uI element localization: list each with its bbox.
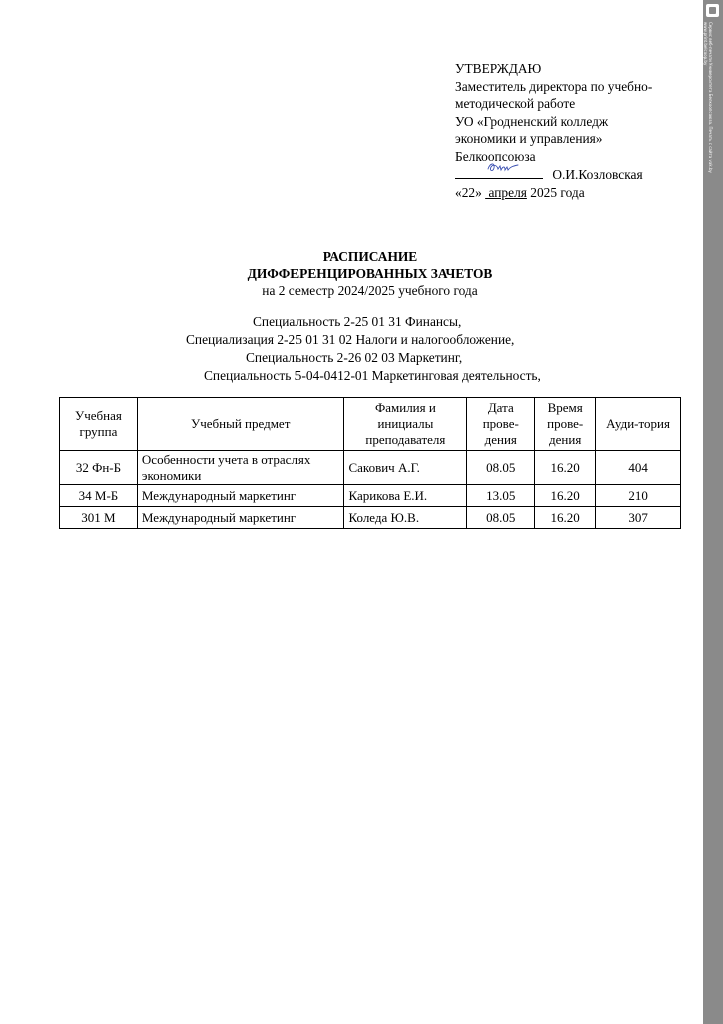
- cell-group: 34 М-Б: [60, 485, 138, 507]
- title-block: [60, 248, 680, 299]
- approval-line-3: УО «Гродненский колледж: [455, 113, 609, 129]
- cell-group: 301 М: [60, 507, 138, 529]
- watermark-logo-icon: [706, 4, 719, 17]
- approval-line-1: Заместитель директора по учебно-: [455, 78, 653, 94]
- specialty-3: Специальность 2-26 02 03 Маркетинг,: [246, 350, 463, 365]
- title-line-1: РАСПИСАНИЕ: [322, 249, 418, 264]
- approval-date-month: апреля: [488, 184, 527, 200]
- table-header-row: [60, 398, 681, 451]
- signature-line: [455, 165, 543, 179]
- cell-room: 404: [596, 451, 681, 485]
- approval-line-5: Белкоопсоюза: [455, 148, 536, 164]
- header-teacher: Фамилия и инициалы преподавателя: [344, 398, 467, 451]
- watermark-line-2: www.print.belcoop.by: [703, 22, 708, 66]
- header-date: Дата прове-дения: [467, 398, 535, 451]
- approval-block: [455, 60, 690, 201]
- title-line-2: ДИФФЕРЕНЦИРОВАННЫХ ЗАЧЕТОВ: [247, 266, 493, 281]
- cell-teacher: Коледа Ю.В.: [344, 507, 467, 529]
- approval-line-2: методической работе: [455, 96, 576, 111]
- approval-signer: О.И.Козловская: [552, 167, 643, 182]
- cell-teacher: Сакович А.Г.: [344, 451, 467, 485]
- approval-date-year: 2025 года: [530, 184, 585, 200]
- cell-time: 16.20: [535, 485, 596, 507]
- handwritten-signature: [485, 160, 521, 174]
- specialty-2: Специализация 2-25 01 31 02 Налоги и налогообложение,: [186, 332, 515, 347]
- header-group: Учебная группа: [60, 398, 138, 451]
- watermark-text: [703, 22, 713, 173]
- table-row: [60, 451, 681, 485]
- specialty-4: Специальность 5-04-0412-01 Маркетинговая деятельность,: [204, 368, 541, 383]
- cell-room: 210: [596, 485, 681, 507]
- header-room: Ауди-тория: [596, 398, 681, 451]
- watermark-line-1: Сервис веб-печати Университета Белкоопсоюза. Печать с сайта vak.by: [708, 22, 713, 173]
- approval-date: [455, 184, 690, 202]
- schedule-table: [59, 397, 681, 529]
- header-subject: Учебный предмет: [137, 398, 344, 451]
- watermark-stripe: [703, 0, 723, 1024]
- approval-heading: УТВЕРЖДАЮ: [455, 61, 542, 76]
- cell-time: 16.20: [535, 451, 596, 485]
- cell-room: 307: [596, 507, 681, 529]
- cell-subject: Международный маркетинг: [137, 485, 344, 507]
- cell-date: 13.05: [467, 485, 535, 507]
- cell-subject: Особенности учета в отраслях экономики: [137, 451, 344, 485]
- cell-time: 16.20: [535, 507, 596, 529]
- cell-date: 08.05: [467, 507, 535, 529]
- table-row: [60, 507, 681, 529]
- header-time: Время прове-дения: [535, 398, 596, 451]
- cell-teacher: Карикова Е.И.: [344, 485, 467, 507]
- cell-subject: Международный маркетинг: [137, 507, 344, 529]
- title-line-3: на 2 семестр 2024/2025 учебного года: [262, 283, 478, 298]
- approval-line-4: экономики и управления»: [455, 131, 603, 146]
- cell-group: 32 Фн-Б: [60, 451, 138, 485]
- cell-date: 08.05: [467, 451, 535, 485]
- approval-date-day: «22»: [455, 184, 482, 200]
- specialty-1: Специальность 2-25 01 31 Финансы,: [253, 314, 462, 329]
- approval-signature-row: [455, 165, 690, 184]
- table-row: [60, 485, 681, 507]
